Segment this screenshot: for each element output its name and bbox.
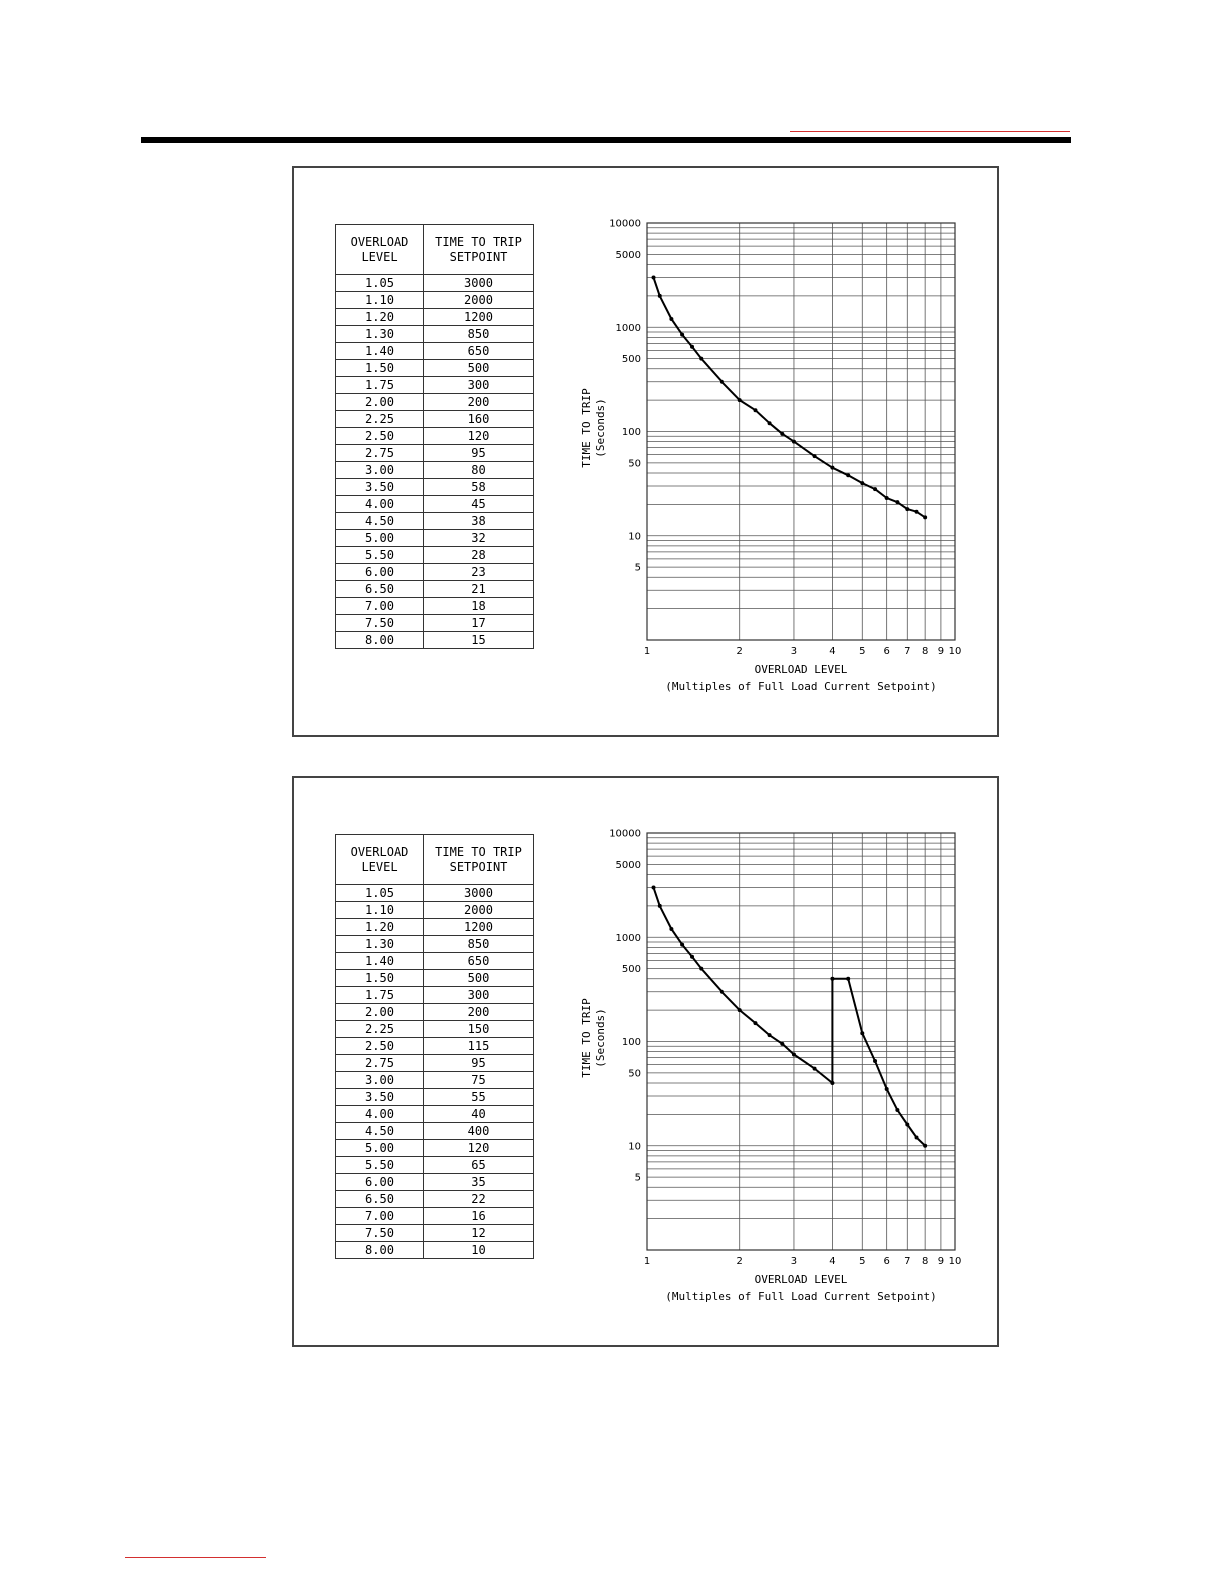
time-to-trip-cell: 160 [424,411,534,428]
y-axis-sublabel: (Seconds) [594,1008,607,1068]
time-to-trip-cell: 200 [424,1004,534,1021]
data-point [813,454,817,458]
data-point [846,473,850,477]
x-tick-label: 2 [736,646,743,657]
time-to-trip-cell: 17 [424,615,534,632]
overload-level-cell: 3.00 [336,462,424,479]
data-point [768,1033,772,1037]
data-point [699,357,703,361]
y-axis-label: TIME TO TRIP [580,998,593,1078]
data-point [792,440,796,444]
x-tick-label: 9 [937,1256,945,1267]
col-header-overload-level: OVERLOAD LEVEL [336,835,424,885]
overload-level-cell: 1.20 [336,919,424,936]
overload-level-cell: 7.00 [336,598,424,615]
data-point [905,507,909,511]
x-tick-label: 6 [883,646,890,657]
x-tick-label: 1 [643,1256,651,1267]
time-to-trip-cell: 80 [424,462,534,479]
time-to-trip-cell: 40 [424,1106,534,1123]
overload-level-cell: 3.50 [336,1089,424,1106]
time-to-trip-cell: 120 [424,428,534,445]
overload-level-cell: 7.50 [336,615,424,632]
data-point [885,1087,889,1091]
data-point [860,1031,864,1035]
data-point [846,977,850,981]
time-to-trip-cell: 300 [424,377,534,394]
time-to-trip-cell: 12 [424,1225,534,1242]
time-to-trip-cell: 2000 [424,292,534,309]
y-axis-sublabel: (Seconds) [594,398,607,458]
y-tick-label: 10 [628,1141,641,1153]
y-axis-label: TIME TO TRIP [580,388,593,468]
overload-level-cell: 1.30 [336,326,424,343]
data-point [885,496,889,500]
col-header-time-to-trip: TIME TO TRIP SETPOINT [424,835,534,885]
figure-panel-1 [292,166,999,737]
time-to-trip-cell: 850 [424,326,534,343]
overload-level-cell: 2.75 [336,1055,424,1072]
data-point [738,398,742,402]
time-to-trip-cell: 1200 [424,309,534,326]
time-to-trip-cell: 15 [424,632,534,649]
data-point [680,943,684,947]
overload-level-cell: 4.00 [336,496,424,513]
time-to-trip-cell: 500 [424,360,534,377]
x-tick-label: 9 [937,646,945,657]
overload-level-cell: 1.50 [336,970,424,987]
y-tick-label: 5000 [615,249,641,261]
trip-curve-line [654,888,926,1146]
overload-level-cell: 8.00 [336,632,424,649]
header-link-underline [790,131,1070,132]
overload-level-cell: 1.20 [336,309,424,326]
overload-level-cell: 1.75 [336,377,424,394]
y-tick-label: 500 [621,964,641,976]
data-point [669,927,673,931]
overload-level-cell: 5.50 [336,1157,424,1174]
overload-level-cell: 2.00 [336,394,424,411]
overload-level-cell: 1.05 [336,885,424,902]
overload-level-cell: 5.00 [336,1140,424,1157]
x-axis-label: OVERLOAD LEVEL [754,663,848,676]
time-to-trip-cell: 2000 [424,902,534,919]
overload-level-cell: 6.00 [336,1174,424,1191]
overload-level-cell: 1.10 [336,292,424,309]
data-point [873,487,877,491]
overload-level-cell: 7.00 [336,1208,424,1225]
time-to-trip-cell: 18 [424,598,534,615]
y-tick-label: 100 [621,427,641,438]
y-tick-label: 5 [634,562,641,574]
data-point [753,1021,757,1025]
y-tick-label: 50 [628,458,641,470]
overload-level-cell: 6.50 [336,581,424,598]
overload-level-cell: 2.50 [336,1038,424,1055]
trip-curve-chart-1 [294,168,997,735]
overload-level-cell: 1.40 [336,953,424,970]
grid [647,223,955,640]
data-point [738,1008,742,1012]
overload-level-cell: 6.50 [336,1191,424,1208]
overload-level-cell: 1.05 [336,275,424,292]
time-to-trip-cell: 23 [424,564,534,581]
time-to-trip-cell: 850 [424,936,534,953]
data-point [915,1135,919,1139]
time-to-trip-cell: 120 [424,1140,534,1157]
y-tick-label: 10000 [609,828,641,840]
data-point [669,317,673,321]
data-point [768,421,772,425]
data-point [895,500,899,504]
x-tick-label: 7 [904,1256,911,1267]
data-point [652,886,656,890]
time-to-trip-cell: 75 [424,1072,534,1089]
overload-level-cell: 5.00 [336,530,424,547]
data-point [873,1059,877,1063]
time-to-trip-cell: 500 [424,970,534,987]
data-point [830,1081,834,1085]
col-header-time-to-trip: TIME TO TRIP SETPOINT [424,225,534,275]
y-tick-label: 5 [634,1172,641,1184]
data-point [923,515,927,519]
time-to-trip-cell: 32 [424,530,534,547]
y-tick-label: 50 [628,1068,641,1080]
data-point [915,510,919,514]
data-point [780,1042,784,1046]
x-tick-label: 5 [859,1256,866,1267]
trip-curve-chart-2 [294,778,997,1345]
data-point [780,432,784,436]
x-tick-label: 3 [790,1256,798,1267]
overload-level-cell: 7.50 [336,1225,424,1242]
x-tick-label: 1 [643,646,651,657]
time-to-trip-cell: 28 [424,547,534,564]
overload-level-cell: 2.25 [336,1021,424,1038]
time-to-trip-cell: 35 [424,1174,534,1191]
time-to-trip-cell: 200 [424,394,534,411]
y-tick-label: 1000 [615,322,641,334]
overload-level-cell: 3.50 [336,479,424,496]
data-point [923,1144,927,1148]
time-to-trip-cell: 65 [424,1157,534,1174]
data-point [720,380,724,384]
data-point [753,408,757,412]
y-tick-label: 5000 [615,859,641,871]
y-tick-label: 500 [621,354,641,366]
overload-level-cell: 4.50 [336,513,424,530]
x-tick-label: 6 [883,1256,890,1267]
time-to-trip-cell: 58 [424,479,534,496]
time-to-trip-cell: 3000 [424,885,534,902]
data-point [813,1067,817,1071]
footer-link-underline [125,1557,266,1558]
data-point [792,1053,796,1057]
overload-level-cell: 2.25 [336,411,424,428]
overload-level-cell: 6.00 [336,564,424,581]
x-tick-label: 10 [948,646,962,657]
time-to-trip-cell: 150 [424,1021,534,1038]
overload-level-cell: 1.75 [336,987,424,1004]
time-to-trip-cell: 95 [424,445,534,462]
overload-level-cell: 1.40 [336,343,424,360]
time-to-trip-cell: 1200 [424,919,534,936]
y-tick-label: 1000 [615,932,641,944]
data-point [830,466,834,470]
overload-level-cell: 4.50 [336,1123,424,1140]
x-tick-label: 8 [921,1256,929,1267]
data-point [699,967,703,971]
data-point [830,977,834,981]
overload-level-cell: 1.50 [336,360,424,377]
time-to-trip-cell: 300 [424,987,534,1004]
x-tick-label: 4 [829,646,836,657]
overload-level-cell: 2.75 [336,445,424,462]
overload-level-cell: 1.30 [336,936,424,953]
col-header-overload-level: OVERLOAD LEVEL [336,225,424,275]
x-tick-label: 8 [921,646,929,657]
data-point [720,990,724,994]
data-point [690,345,694,349]
figure-panel-2 [292,776,999,1347]
time-to-trip-cell: 95 [424,1055,534,1072]
x-tick-label: 4 [829,1256,836,1267]
data-point [658,294,662,298]
overload-level-cell: 5.50 [336,547,424,564]
x-axis-sublabel: (Multiples of Full Load Current Setpoint) [665,1290,937,1303]
header-rule [141,137,1071,143]
x-tick-label: 7 [904,646,911,657]
grid [647,833,955,1250]
time-to-trip-cell: 38 [424,513,534,530]
data-point [658,904,662,908]
overload-level-cell: 2.50 [336,428,424,445]
data-point [652,276,656,280]
x-tick-label: 2 [736,1256,743,1267]
time-to-trip-cell: 55 [424,1089,534,1106]
time-to-trip-cell: 115 [424,1038,534,1055]
x-tick-label: 3 [790,646,798,657]
y-tick-label: 100 [621,1037,641,1048]
time-to-trip-cell: 45 [424,496,534,513]
time-to-trip-cell: 21 [424,581,534,598]
data-point [680,333,684,337]
time-to-trip-cell: 650 [424,953,534,970]
overload-level-cell: 8.00 [336,1242,424,1259]
x-axis-sublabel: (Multiples of Full Load Current Setpoint) [665,680,937,693]
data-point [905,1122,909,1126]
trip-curve-line [654,278,926,518]
time-to-trip-cell: 16 [424,1208,534,1225]
time-to-trip-cell: 650 [424,343,534,360]
overload-level-cell: 1.10 [336,902,424,919]
time-to-trip-cell: 400 [424,1123,534,1140]
overload-level-cell: 4.00 [336,1106,424,1123]
time-to-trip-cell: 10 [424,1242,534,1259]
data-point [690,955,694,959]
time-to-trip-cell: 22 [424,1191,534,1208]
overload-level-cell: 3.00 [336,1072,424,1089]
x-axis-label: OVERLOAD LEVEL [754,1273,848,1286]
data-point [895,1108,899,1112]
x-tick-label: 10 [948,1256,962,1267]
time-to-trip-cell: 3000 [424,275,534,292]
overload-level-cell: 2.00 [336,1004,424,1021]
x-tick-label: 5 [859,646,866,657]
data-point [860,481,864,485]
y-tick-label: 10 [628,531,641,543]
y-tick-label: 10000 [609,218,641,230]
